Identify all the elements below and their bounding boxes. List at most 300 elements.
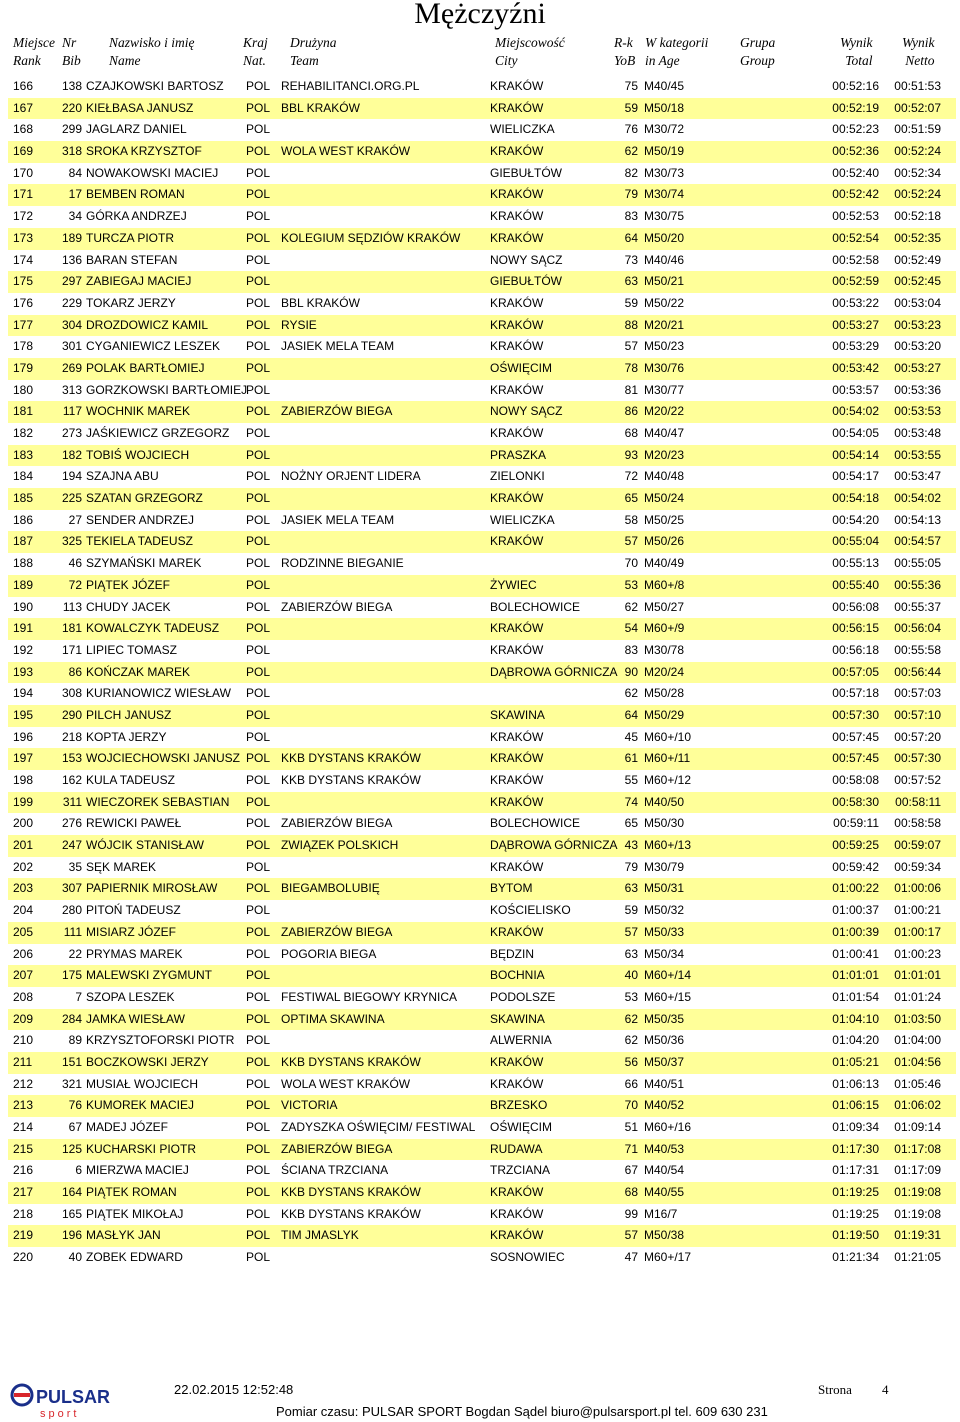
cell-category: M50/19 bbox=[644, 144, 685, 159]
cell-category: M60+/10 bbox=[644, 729, 692, 744]
cell-nat: POL bbox=[246, 642, 271, 657]
cell-category: M30/79 bbox=[644, 859, 685, 874]
cell-category: M40/52 bbox=[644, 1098, 685, 1113]
cell-yob: 47 bbox=[624, 1250, 638, 1265]
cell-rank: 215 bbox=[13, 1141, 34, 1156]
cell-category: M40/48 bbox=[644, 469, 685, 484]
cell-net: 00:52:24 bbox=[894, 144, 941, 159]
cell-bib: 162 bbox=[61, 773, 82, 787]
cell-nat: POL bbox=[246, 512, 271, 527]
cell-city: BYTOM bbox=[490, 881, 533, 896]
table-row bbox=[8, 878, 956, 900]
cell-city: KRAKÓW bbox=[490, 230, 544, 245]
cell-category: M40/55 bbox=[644, 1185, 685, 1200]
cell-team: ZADYSZKA OŚWIĘCIM/ FESTIWAL bbox=[281, 1120, 476, 1134]
cell-team: ZABIERZÓW BIEGA bbox=[281, 924, 393, 939]
cell-name: DROZDOWICZ KAMIL bbox=[86, 317, 208, 332]
cell-rank: 191 bbox=[13, 621, 34, 636]
cell-net: 00:55:05 bbox=[894, 556, 941, 571]
cell-rank: 169 bbox=[13, 144, 34, 159]
cell-name: NOWAKOWSKI MACIEJ bbox=[86, 165, 219, 180]
cell-net: 01:00:21 bbox=[894, 903, 941, 918]
table-row bbox=[8, 98, 956, 120]
cell-total: 00:57:45 bbox=[832, 729, 879, 744]
cell-bib: 318 bbox=[61, 144, 82, 159]
cell-rank: 188 bbox=[13, 556, 34, 571]
cell-category: M40/49 bbox=[644, 556, 685, 571]
cell-category: M20/21 bbox=[644, 317, 685, 332]
logo-bar bbox=[14, 1393, 30, 1397]
cell-city: KRAKÓW bbox=[490, 144, 544, 159]
cell-yob: 62 bbox=[624, 144, 638, 159]
cell-yob: 57 bbox=[624, 1228, 638, 1243]
cell-city: KRAKÓW bbox=[490, 794, 544, 809]
cell-name: PILCH JANUSZ bbox=[86, 707, 172, 722]
cell-net: 00:55:36 bbox=[894, 577, 941, 592]
cell-category: M60+/8 bbox=[644, 577, 685, 592]
table-row bbox=[8, 141, 956, 163]
cell-total: 01:06:15 bbox=[832, 1098, 879, 1113]
cell-yob: 53 bbox=[624, 989, 638, 1004]
cell-city: WIELICZKA bbox=[490, 122, 555, 137]
cell-team: ZABIERZÓW BIEGA bbox=[281, 599, 393, 614]
cell-rank: 216 bbox=[13, 1163, 34, 1178]
table-row bbox=[8, 184, 956, 206]
cell-name: TEKIELA TADEUSZ bbox=[86, 534, 193, 549]
cell-category: M50/38 bbox=[644, 1228, 685, 1243]
cell-category: M50/29 bbox=[644, 707, 685, 722]
cell-net: 00:52:34 bbox=[894, 165, 941, 180]
cell-bib: 153 bbox=[61, 751, 82, 766]
cell-total: 00:52:58 bbox=[832, 252, 879, 267]
cell-rank: 208 bbox=[13, 989, 34, 1004]
cell-name: WOJCIECHOWSKI JANUSZ bbox=[86, 751, 241, 766]
cell-name: PRYMAS MAREK bbox=[86, 946, 183, 961]
table-row bbox=[8, 597, 956, 619]
cell-yob: 63 bbox=[624, 946, 638, 961]
table-row bbox=[8, 358, 956, 380]
table-row bbox=[8, 1247, 956, 1269]
page-footer bbox=[0, 1378, 960, 1422]
cell-name: SĘK MAREK bbox=[86, 859, 157, 874]
cell-category: M30/76 bbox=[644, 360, 685, 375]
cell-nat: POL bbox=[246, 382, 271, 397]
cell-total: 00:53:27 bbox=[832, 317, 879, 332]
cell-yob: 78 bbox=[624, 360, 638, 375]
table-row bbox=[8, 792, 956, 814]
cell-total: 00:52:36 bbox=[832, 144, 879, 159]
cell-bib: 35 bbox=[68, 859, 82, 874]
cell-bib: 67 bbox=[68, 1120, 82, 1134]
cell-net: 00:52:45 bbox=[894, 274, 941, 289]
cell-city: KRAKÓW bbox=[490, 317, 544, 332]
header-net: Wynik Netto bbox=[902, 35, 935, 68]
cell-name: BEMBEN ROMAN bbox=[86, 187, 185, 202]
cell-name: PIĄTEK ROMAN bbox=[86, 1185, 177, 1200]
cell-yob: 57 bbox=[624, 339, 638, 354]
cell-net: 00:56:44 bbox=[894, 664, 941, 679]
cell-city: KRAKÓW bbox=[490, 1228, 544, 1243]
cell-bib: 196 bbox=[61, 1228, 82, 1243]
table-row bbox=[8, 1204, 956, 1226]
cell-bib: 113 bbox=[62, 599, 82, 614]
cell-net: 00:54:57 bbox=[894, 534, 941, 549]
cell-category: M50/34 bbox=[644, 946, 685, 961]
cell-team: ZABIERZÓW BIEGA bbox=[281, 1141, 393, 1156]
cell-rank: 193 bbox=[13, 664, 34, 679]
cell-city: BĘDZIN bbox=[490, 946, 535, 961]
cell-category: M50/22 bbox=[644, 295, 685, 310]
cell-rank: 205 bbox=[13, 924, 34, 939]
cell-city: KRAKÓW bbox=[490, 621, 544, 636]
cell-team: ZABIERZÓW BIEGA bbox=[281, 816, 393, 831]
cell-yob: 62 bbox=[624, 599, 638, 614]
cell-team: JASIEK MELA TEAM bbox=[281, 512, 395, 527]
cell-bib: 76 bbox=[68, 1098, 82, 1113]
table-row bbox=[8, 423, 956, 445]
cell-name: SENDER ANDRZEJ bbox=[86, 512, 195, 527]
cell-bib: 284 bbox=[61, 1011, 82, 1026]
table-row bbox=[8, 1009, 956, 1031]
cell-city: KRAKÓW bbox=[490, 100, 544, 115]
table-row bbox=[8, 618, 956, 640]
cell-city: KRAKÓW bbox=[490, 426, 544, 440]
cell-total: 00:54:17 bbox=[832, 469, 879, 484]
cell-city: NOWY SĄCZ bbox=[490, 252, 563, 267]
cell-rank: 195 bbox=[13, 707, 34, 722]
cell-nat: POL bbox=[246, 274, 271, 289]
cell-category: M16/7 bbox=[644, 1206, 678, 1221]
cell-net: 01:19:08 bbox=[894, 1206, 941, 1221]
cell-city: BRZESKO bbox=[490, 1098, 548, 1113]
cell-net: 00:52:24 bbox=[894, 187, 941, 202]
cell-yob: 63 bbox=[624, 881, 638, 896]
cell-total: 00:57:05 bbox=[832, 664, 879, 679]
cell-category: M50/37 bbox=[644, 1054, 685, 1069]
cell-city: ZIELONKI bbox=[490, 469, 545, 484]
cell-yob: 62 bbox=[624, 1033, 638, 1048]
cell-rank: 189 bbox=[13, 577, 34, 592]
page-label: Strona bbox=[818, 1382, 852, 1397]
cell-rank: 174 bbox=[13, 252, 34, 267]
cell-net: 00:53:47 bbox=[894, 469, 941, 484]
cell-total: 00:57:18 bbox=[832, 686, 879, 701]
cell-total: 01:04:10 bbox=[832, 1011, 879, 1026]
cell-nat: POL bbox=[246, 144, 271, 159]
cell-category: M50/25 bbox=[644, 512, 685, 527]
cell-name: TOKARZ JERZY bbox=[86, 295, 176, 310]
cell-nat: POL bbox=[246, 79, 271, 93]
cell-city: WIELICZKA bbox=[490, 512, 555, 527]
cell-nat: POL bbox=[246, 577, 271, 592]
cell-rank: 214 bbox=[13, 1120, 34, 1134]
page-number: 4 bbox=[882, 1382, 889, 1397]
cell-team: RODZINNE BIEGANIE bbox=[281, 556, 404, 571]
table-row bbox=[8, 987, 956, 1009]
cell-rank: 180 bbox=[13, 382, 34, 397]
cell-category: M40/47 bbox=[644, 426, 685, 440]
cell-net: 00:53:53 bbox=[894, 404, 941, 419]
cell-name: KOŃCZAK MAREK bbox=[86, 664, 191, 679]
cell-name: MISIARZ JÓZEF bbox=[86, 924, 176, 939]
cell-bib: 17 bbox=[68, 187, 82, 202]
table-row bbox=[8, 1182, 956, 1204]
cell-city: KOŚCIELISKO bbox=[490, 903, 571, 918]
cell-city: GIEBUŁTÓW bbox=[490, 165, 563, 180]
cell-name: LIPIEC TOMASZ bbox=[86, 642, 177, 657]
cell-bib: 189 bbox=[61, 230, 82, 245]
cell-net: 00:53:36 bbox=[894, 382, 941, 397]
cell-nat: POL bbox=[246, 1120, 271, 1134]
table-row bbox=[8, 510, 956, 532]
cell-total: 00:56:15 bbox=[832, 621, 879, 636]
cell-rank: 210 bbox=[13, 1033, 34, 1048]
cell-name: CHUDY JACEK bbox=[86, 599, 171, 614]
cell-name: KUCHARSKI PIOTR bbox=[86, 1141, 197, 1156]
cell-name: SZATAN GRZEGORZ bbox=[86, 491, 203, 506]
cell-city: PRASZKA bbox=[490, 447, 547, 462]
cell-rank: 197 bbox=[13, 751, 34, 766]
header-category: W kategorii in Age bbox=[645, 35, 709, 68]
table-row bbox=[8, 76, 956, 98]
cell-category: M60+/12 bbox=[644, 773, 692, 787]
cell-rank: 202 bbox=[13, 859, 34, 874]
cell-city: BOLECHOWICE bbox=[490, 599, 581, 614]
cell-bib: 276 bbox=[61, 816, 82, 831]
cell-rank: 166 bbox=[13, 79, 34, 93]
cell-total: 00:52:59 bbox=[832, 274, 879, 289]
table-row bbox=[8, 575, 956, 597]
cell-net: 00:53:20 bbox=[894, 339, 941, 354]
pulsar-logo bbox=[10, 1381, 114, 1419]
cell-total: 01:01:01 bbox=[832, 968, 879, 983]
cell-net: 00:56:04 bbox=[894, 621, 941, 636]
cell-name: CYGANIEWICZ LESZEK bbox=[86, 339, 221, 354]
cell-nat: POL bbox=[246, 556, 271, 571]
cell-rank: 201 bbox=[13, 838, 34, 853]
cell-city: KRAKÓW bbox=[490, 187, 544, 202]
logo-subtext: sport bbox=[40, 1408, 80, 1419]
cell-nat: POL bbox=[246, 317, 271, 332]
cell-rank: 194 bbox=[13, 686, 34, 701]
cell-bib: 165 bbox=[61, 1206, 82, 1221]
cell-yob: 62 bbox=[624, 1011, 638, 1026]
page-title: Mężczyźni bbox=[414, 0, 546, 30]
cell-city: KRAKÓW bbox=[490, 729, 544, 744]
cell-name: JAMKA WIESŁAW bbox=[86, 1011, 185, 1026]
cell-city: KRAKÓW bbox=[490, 534, 544, 549]
cell-category: M40/45 bbox=[644, 79, 685, 93]
cell-yob: 66 bbox=[624, 1076, 638, 1091]
cell-nat: POL bbox=[246, 946, 271, 961]
cell-total: 01:05:21 bbox=[832, 1054, 879, 1069]
timing-credit: Pomiar czasu: PULSAR SPORT Bogdan Sądel biuro@pulsarsport.pl tel. 609 630 231 bbox=[276, 1404, 768, 1419]
cell-bib: 27 bbox=[68, 512, 82, 527]
cell-category: M40/54 bbox=[644, 1163, 685, 1178]
cell-nat: POL bbox=[246, 1011, 271, 1026]
cell-net: 01:00:06 bbox=[894, 881, 941, 896]
cell-category: M50/21 bbox=[644, 274, 685, 289]
table-row bbox=[8, 705, 956, 727]
cell-category: M60+/13 bbox=[644, 838, 692, 853]
cell-nat: POL bbox=[246, 187, 271, 202]
cell-net: 00:57:52 bbox=[894, 773, 941, 787]
cell-nat: POL bbox=[246, 1206, 271, 1221]
cell-yob: 57 bbox=[624, 534, 638, 549]
cell-yob: 59 bbox=[624, 100, 638, 115]
header-team: Drużyna Team bbox=[290, 35, 337, 68]
cell-name: POLAK BARTŁOMIEJ bbox=[86, 360, 205, 375]
cell-total: 00:52:40 bbox=[832, 165, 879, 180]
cell-team: OPTIMA SKAWINA bbox=[281, 1011, 385, 1026]
cell-city: KRAKÓW bbox=[490, 1206, 544, 1221]
cell-net: 00:51:59 bbox=[894, 122, 941, 137]
cell-net: 00:53:27 bbox=[894, 360, 941, 375]
cell-total: 00:52:54 bbox=[832, 230, 879, 245]
cell-city: NOWY SĄCZ bbox=[490, 404, 563, 419]
cell-yob: 65 bbox=[624, 491, 638, 506]
table-row bbox=[8, 1030, 956, 1052]
cell-nat: POL bbox=[246, 924, 271, 939]
cell-category: M20/24 bbox=[644, 664, 685, 679]
table-row bbox=[8, 206, 956, 228]
cell-yob: 74 bbox=[624, 794, 638, 809]
cell-bib: 182 bbox=[61, 447, 82, 462]
table-row bbox=[8, 922, 956, 944]
cell-total: 01:21:34 bbox=[832, 1250, 879, 1265]
cell-rank: 167 bbox=[13, 100, 34, 115]
cell-rank: 209 bbox=[13, 1011, 34, 1026]
cell-category: M50/27 bbox=[644, 599, 685, 614]
cell-category: M30/73 bbox=[644, 165, 685, 180]
cell-category: M60+/16 bbox=[644, 1120, 692, 1134]
cell-bib: 299 bbox=[61, 122, 82, 137]
cell-name: BOCZKOWSKI JERZY bbox=[86, 1054, 209, 1069]
cell-yob: 93 bbox=[624, 447, 638, 462]
table-row bbox=[8, 1095, 956, 1117]
cell-total: 01:19:25 bbox=[832, 1206, 879, 1221]
cell-rank: 213 bbox=[13, 1098, 34, 1113]
cell-category: M50/32 bbox=[644, 903, 685, 918]
cell-bib: 218 bbox=[61, 729, 82, 744]
table-row bbox=[8, 445, 956, 467]
cell-category: M40/50 bbox=[644, 794, 685, 809]
cell-yob: 57 bbox=[624, 924, 638, 939]
cell-nat: POL bbox=[246, 881, 271, 896]
cell-yob: 68 bbox=[624, 426, 638, 440]
cell-rank: 187 bbox=[13, 534, 34, 549]
cell-nat: POL bbox=[246, 339, 271, 354]
cell-total: 01:01:54 bbox=[832, 989, 879, 1004]
cell-team: TIM JMASLYK bbox=[281, 1228, 359, 1243]
table-row bbox=[8, 900, 956, 922]
cell-city: ŻYWIEC bbox=[490, 577, 537, 592]
cell-total: 01:19:50 bbox=[832, 1228, 879, 1243]
cell-rank: 206 bbox=[13, 946, 34, 961]
cell-total: 00:58:30 bbox=[832, 794, 879, 809]
cell-name: SZYMAŃSKI MAREK bbox=[86, 556, 202, 571]
table-header bbox=[0, 34, 960, 74]
table-row bbox=[8, 293, 956, 315]
table-row bbox=[8, 466, 956, 488]
table-row bbox=[8, 813, 956, 835]
cell-nat: POL bbox=[246, 426, 271, 440]
cell-rank: 181 bbox=[13, 404, 34, 419]
cell-nat: POL bbox=[246, 751, 271, 766]
cell-rank: 173 bbox=[13, 230, 34, 245]
cell-city: KRAKÓW bbox=[490, 924, 544, 939]
table-row bbox=[8, 228, 956, 250]
cell-yob: 58 bbox=[624, 512, 638, 527]
cell-bib: 273 bbox=[61, 426, 82, 440]
cell-city: DĄBROWA GÓRNICZA bbox=[490, 664, 618, 679]
table-row bbox=[8, 553, 956, 575]
cell-team: ŚCIANA TRZCIANA bbox=[281, 1163, 389, 1178]
cell-rank: 203 bbox=[13, 881, 34, 896]
cell-name: SZOPA LESZEK bbox=[86, 989, 175, 1004]
table-row bbox=[8, 119, 956, 141]
cell-yob: 65 bbox=[624, 816, 638, 831]
cell-city: BOLECHOWICE bbox=[490, 816, 581, 831]
cell-rank: 185 bbox=[13, 491, 34, 506]
table-row bbox=[8, 250, 956, 272]
header-nat: Kraj Nat. bbox=[243, 35, 268, 68]
cell-total: 00:57:30 bbox=[832, 707, 879, 722]
cell-net: 00:53:23 bbox=[894, 317, 941, 332]
cell-net: 01:00:17 bbox=[894, 924, 941, 939]
header-total: Wynik Total bbox=[840, 35, 873, 68]
table-row bbox=[8, 336, 956, 358]
cell-total: 01:00:41 bbox=[832, 946, 879, 961]
print-timestamp: 22.02.2015 12:52:48 bbox=[174, 1382, 294, 1397]
cell-bib: 313 bbox=[61, 382, 82, 397]
cell-nat: POL bbox=[246, 707, 271, 722]
cell-name: WIECZOREK SEBASTIAN bbox=[86, 794, 230, 809]
cell-name: PIĄTEK MIKOŁAJ bbox=[86, 1206, 184, 1221]
cell-nat: POL bbox=[246, 686, 271, 701]
cell-name: KUMOREK MACIEJ bbox=[86, 1098, 195, 1113]
cell-net: 00:52:18 bbox=[894, 209, 941, 224]
logo-text: PULSAR bbox=[36, 1387, 111, 1407]
cell-bib: 194 bbox=[61, 469, 82, 484]
cell-category: M40/51 bbox=[644, 1076, 685, 1091]
cell-net: 00:57:20 bbox=[894, 729, 941, 744]
cell-bib: 175 bbox=[61, 968, 82, 983]
cell-total: 01:00:22 bbox=[832, 881, 879, 896]
cell-category: M30/78 bbox=[644, 642, 685, 657]
cell-bib: 7 bbox=[75, 989, 82, 1004]
cell-name: MIERZWA MACIEJ bbox=[86, 1163, 189, 1178]
cell-net: 00:52:49 bbox=[894, 252, 941, 267]
cell-bib: 40 bbox=[68, 1250, 82, 1265]
cell-bib: 6 bbox=[75, 1163, 82, 1178]
cell-rank: 178 bbox=[13, 339, 34, 354]
table-row bbox=[8, 315, 956, 337]
cell-nat: POL bbox=[246, 491, 271, 506]
cell-total: 00:59:25 bbox=[832, 838, 879, 853]
cell-yob: 81 bbox=[624, 382, 638, 397]
cell-city: TRZCIANA bbox=[490, 1163, 550, 1178]
table-row bbox=[8, 488, 956, 510]
cell-category: M50/26 bbox=[644, 534, 685, 549]
cell-total: 00:56:08 bbox=[832, 599, 879, 614]
cell-name: SZAJNA ABU bbox=[86, 469, 159, 484]
cell-bib: 89 bbox=[68, 1033, 82, 1048]
cell-category: M50/20 bbox=[644, 230, 685, 245]
cell-nat: POL bbox=[246, 1250, 271, 1265]
cell-yob: 72 bbox=[624, 469, 638, 484]
header-city: Miejscowość City bbox=[495, 35, 565, 68]
